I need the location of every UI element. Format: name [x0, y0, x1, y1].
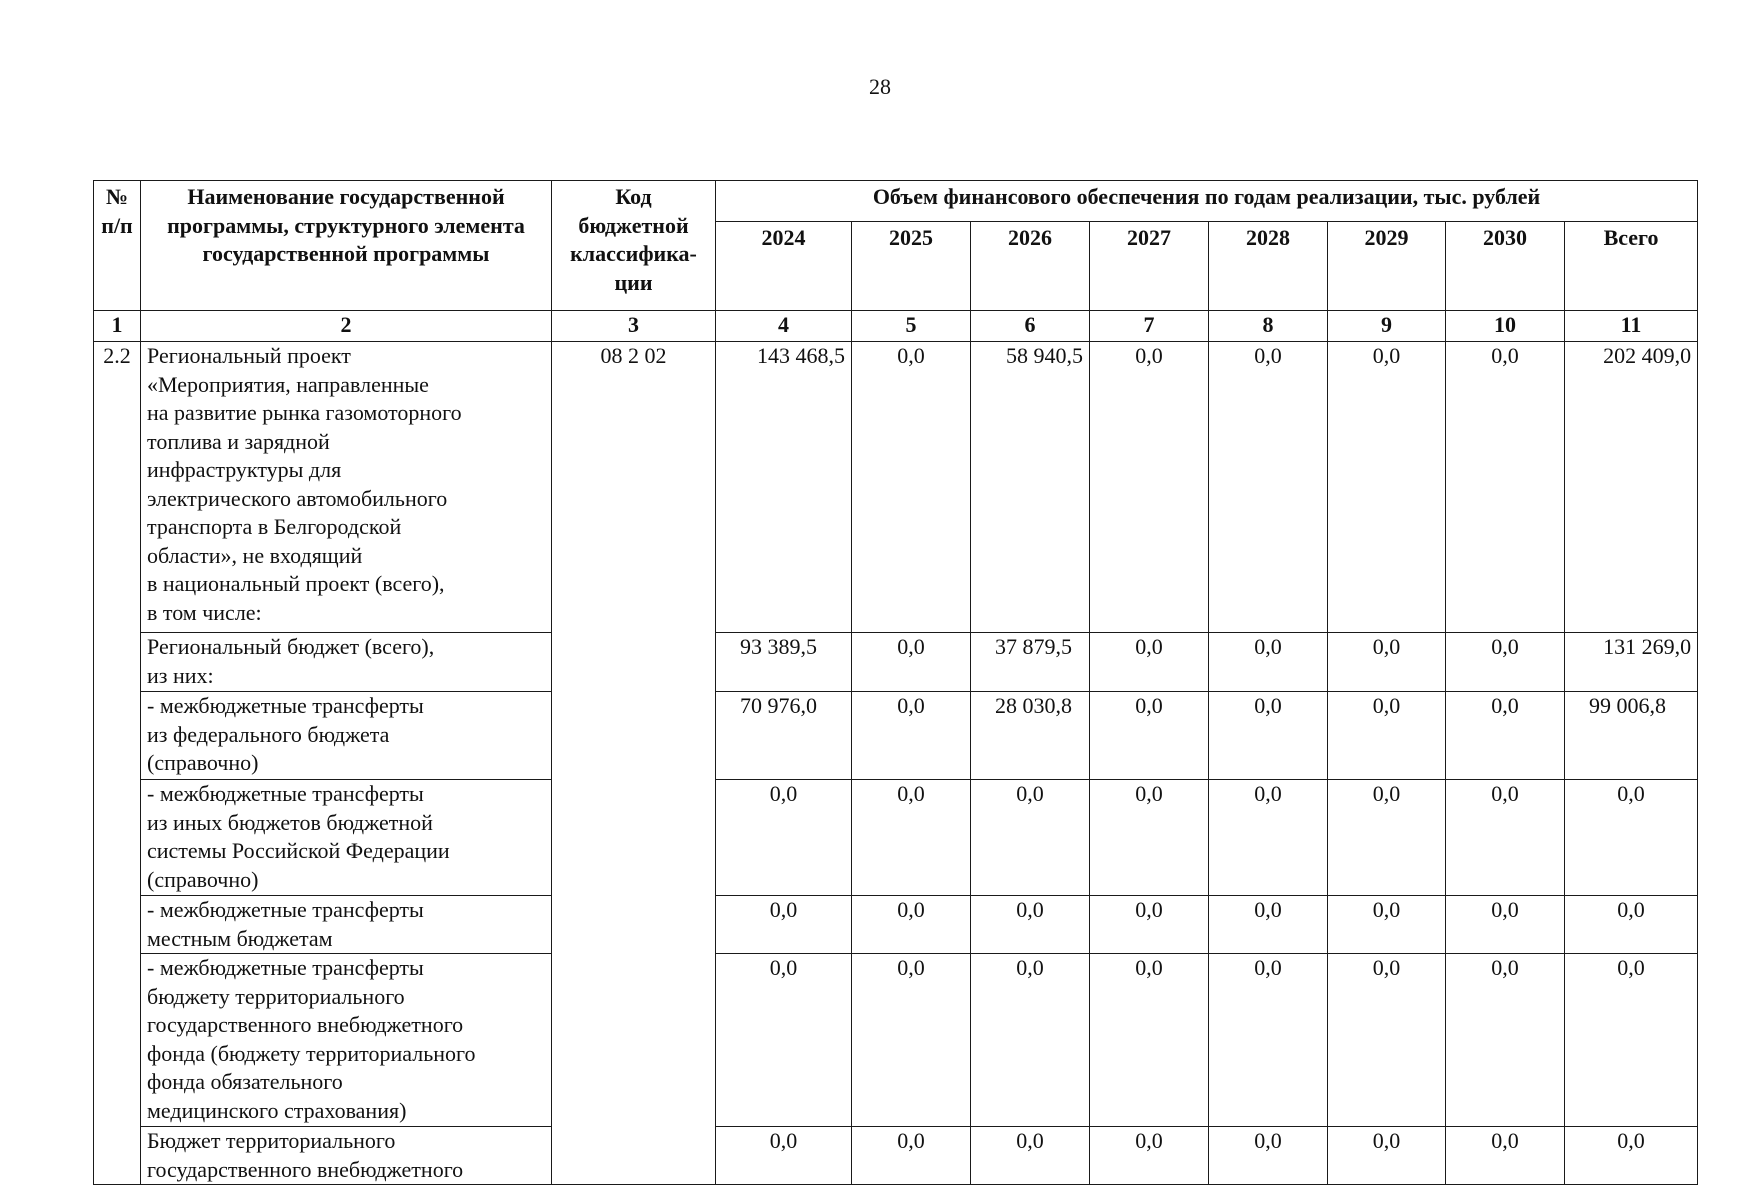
- header-year: 2030: [1446, 222, 1565, 311]
- header-year: 2027: [1090, 222, 1209, 311]
- value-cell: 0,0: [852, 633, 971, 692]
- row-name: Региональный проект «Мероприятия, направленные на развитие рынка газомоторного топлива и зарядной инфраструктуры для электрического автомобильного транспорта в Белгородской области», не входящий в национальный проект (всего), в том числе:: [141, 342, 552, 633]
- value-cell: 0,0: [1209, 896, 1328, 954]
- value-cell: 0,0: [852, 692, 971, 780]
- value-cell: 0,0: [1090, 896, 1209, 954]
- value-cell: 0,0: [1565, 1127, 1698, 1185]
- value-cell: 0,0: [1446, 780, 1565, 896]
- budget-table: [93, 180, 1698, 1185]
- value-cell: 0,0: [1090, 1127, 1209, 1185]
- table-row: [94, 633, 1698, 692]
- row-name: - межбюджетные трансферты из федерального бюджета (справочно): [141, 692, 552, 780]
- value-cell: 0,0: [1446, 342, 1565, 633]
- column-number: 2: [141, 311, 552, 342]
- value-cell: 0,0: [971, 896, 1090, 954]
- row-name: - межбюджетные трансферты бюджету территориального государственного внебюджетного фонда (бюджету территориального фонда обязательного медицинского страхования): [141, 954, 552, 1127]
- column-number: 9: [1328, 311, 1446, 342]
- value-cell: 0,0: [1565, 954, 1698, 1127]
- value-cell: 0,0: [1565, 780, 1698, 896]
- value-cell: 70 976,0: [716, 692, 852, 780]
- column-number: 8: [1209, 311, 1328, 342]
- page-number: 28: [869, 74, 891, 99]
- row-name: Региональный бюджет (всего), из них:: [141, 633, 552, 692]
- value-cell: 0,0: [1446, 1127, 1565, 1185]
- value-cell: 0,0: [852, 342, 971, 633]
- column-number: 3: [552, 311, 716, 342]
- value-cell: 0,0: [1446, 692, 1565, 780]
- budget-code: 08 2 02: [552, 342, 716, 1185]
- table-row: [94, 342, 1698, 633]
- header-name: Наименование государственной программы, структурного элемента государственной программы: [141, 181, 552, 311]
- column-number: 4: [716, 311, 852, 342]
- value-cell: 58 940,5: [971, 342, 1090, 633]
- header-year: 2028: [1209, 222, 1328, 311]
- value-cell: 93 389,5: [716, 633, 852, 692]
- row-index: 2.2: [94, 342, 141, 1185]
- value-cell: 0,0: [852, 780, 971, 896]
- value-cell: 0,0: [1209, 633, 1328, 692]
- header-year: 2024: [716, 222, 852, 311]
- value-cell: 0,0: [1209, 692, 1328, 780]
- header-year: 2025: [852, 222, 971, 311]
- value-cell: 0,0: [716, 1127, 852, 1185]
- value-cell: 0,0: [1090, 342, 1209, 633]
- header-code: Код бюджетной классифика-ции: [552, 181, 716, 311]
- value-cell: 0,0: [1446, 896, 1565, 954]
- column-number: 5: [852, 311, 971, 342]
- value-cell: 0,0: [1090, 954, 1209, 1127]
- row-name: - межбюджетные трансферты из иных бюджетов бюджетной системы Российской Федерации (справочно): [141, 780, 552, 896]
- value-cell: 0,0: [1328, 692, 1446, 780]
- column-numbers-row: [94, 311, 1698, 342]
- table-row: [94, 780, 1698, 896]
- value-cell: 0,0: [1209, 1127, 1328, 1185]
- value-cell: 0,0: [852, 954, 971, 1127]
- table-row: [94, 692, 1698, 780]
- value-cell: 0,0: [971, 1127, 1090, 1185]
- column-number: 10: [1446, 311, 1565, 342]
- column-number: 1: [94, 311, 141, 342]
- value-cell: 28 030,8: [971, 692, 1090, 780]
- value-cell: 0,0: [1209, 954, 1328, 1127]
- table-row: [94, 954, 1698, 1127]
- header-year: 2029: [1328, 222, 1446, 311]
- value-cell: 0,0: [1328, 1127, 1446, 1185]
- value-cell: 0,0: [1328, 954, 1446, 1127]
- value-cell: 143 468,5: [716, 342, 852, 633]
- header-index: № п/п: [94, 181, 141, 311]
- value-cell: 0,0: [852, 896, 971, 954]
- value-cell: 0,0: [1209, 780, 1328, 896]
- value-cell: 0,0: [1446, 633, 1565, 692]
- value-cell: 202 409,0: [1565, 342, 1698, 633]
- value-cell: 0,0: [1090, 692, 1209, 780]
- column-number: 6: [971, 311, 1090, 342]
- header-total: Всего: [1565, 222, 1698, 311]
- value-cell: 0,0: [1328, 896, 1446, 954]
- value-cell: 0,0: [1328, 780, 1446, 896]
- value-cell: 0,0: [971, 954, 1090, 1127]
- value-cell: 0,0: [716, 780, 852, 896]
- value-cell: 0,0: [1090, 633, 1209, 692]
- table-row: [94, 896, 1698, 954]
- value-cell: 0,0: [1328, 342, 1446, 633]
- value-cell: 0,0: [716, 896, 852, 954]
- value-cell: 0,0: [971, 780, 1090, 896]
- value-cell: 0,0: [1446, 954, 1565, 1127]
- value-cell: 131 269,0: [1565, 633, 1698, 692]
- row-name: - межбюджетные трансферты местным бюджетам: [141, 896, 552, 954]
- value-cell: 0,0: [1328, 633, 1446, 692]
- value-cell: 0,0: [1209, 342, 1328, 633]
- column-number: 11: [1565, 311, 1698, 342]
- value-cell: 0,0: [1090, 780, 1209, 896]
- table-header-row: [94, 181, 1698, 222]
- value-cell: 0,0: [716, 954, 852, 1127]
- value-cell: 0,0: [1565, 896, 1698, 954]
- row-name: Бюджет территориального государственного внебюджетного: [141, 1127, 552, 1185]
- header-funding-group: Объем финансового обеспечения по годам реализации, тыс. рублей: [716, 181, 1698, 222]
- table-row: [94, 1127, 1698, 1185]
- value-cell: 37 879,5: [971, 633, 1090, 692]
- value-cell: 0,0: [852, 1127, 971, 1185]
- header-year: 2026: [971, 222, 1090, 311]
- value-cell: 99 006,8: [1565, 692, 1698, 780]
- column-number: 7: [1090, 311, 1209, 342]
